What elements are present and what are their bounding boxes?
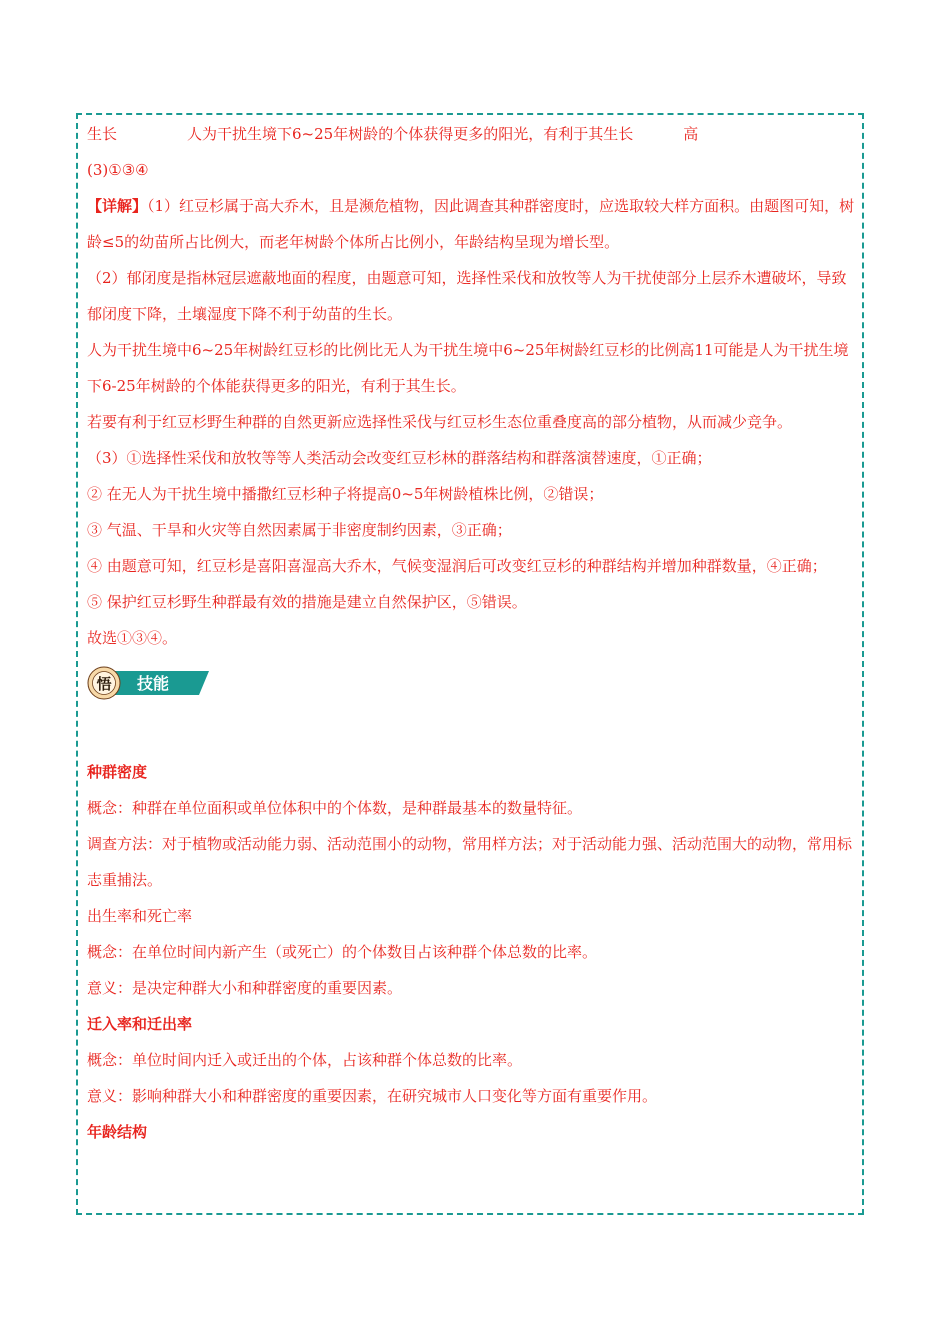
skills-density-concept: 概念：种群在单位面积或单位体积中的个体数，是种群最基本的数量特征。: [87, 799, 583, 817]
answer-line-2: (3)①③④: [87, 161, 149, 179]
skills-migration-concept: 概念：单位时间内迁入或迁出的个体，占该种群个体总数的比率。: [87, 1051, 523, 1069]
detail-p1: [87, 188, 857, 260]
skills-heading-birth-death: 出生率和死亡率: [87, 907, 193, 925]
detail-p3: 人为干扰生境中6~25年树龄红豆杉的比例比无人为干扰生境中6~25年树龄红豆杉的比例高11可能是人为干扰生境下6-25年树龄的个体能获得更多的阳光，有利于其生长。: [87, 341, 849, 395]
skills-heading-density: 种群密度: [87, 763, 148, 781]
skills-migration-meaning: 意义：影响种群大小和种群密度的重要因素，在研究城市人口变化等方面有重要作用。: [87, 1087, 658, 1105]
detail-p2: （2）郁闭度是指林冠层遮蔽地面的程度，由题意可知，选择性采伐和放牧等人为干扰使部分上层乔木遭破坏，导致郁闭度下降，土壤湿度下降不利于幼苗的生长。: [87, 269, 847, 323]
detail-p5: （3）①选择性采伐和放牧等等人类活动会改变红豆杉林的群落结构和群落演替速度，①正确；: [87, 449, 712, 467]
detail-p10: 故选①③④。: [87, 629, 178, 647]
skills-badge-row: [87, 660, 857, 708]
detail-label: 【详解】: [87, 197, 148, 215]
detail-p4: 若要有利于红豆杉野生种群的自然更新应选择性采伐与红豆杉生态位重叠度高的部分植物，从而减少竞争。: [87, 413, 793, 431]
answer-blank-1: 生长: [87, 125, 118, 143]
detail-p1-text: （1）红豆杉属于高大乔木，且是濒危植物，因此调查其种群密度时，应选取较大样方面积。由题图可知，树龄≤5的幼苗所占比例大，而老年树龄个体所占比例小，年龄结构呈现为增长型。: [87, 197, 855, 251]
detail-p6: ② 在无人为干扰生境中播撒红豆杉种子将提高0~5年树龄植株比例，②错误；: [87, 485, 604, 503]
detail-p7: ③ 气温、干旱和火灾等自然因素属于非密度制约因素，③正确；: [87, 521, 512, 539]
skills-heading-migration: 迁入率和迁出率: [87, 1015, 193, 1033]
skills-heading-age-structure: 年龄结构: [87, 1123, 148, 1141]
skills-birth-death-concept: 概念：在单位时间内新产生（或死亡）的个体数目占该种群个体总数的比率。: [87, 943, 598, 961]
skills-birth-death-meaning: 意义：是决定种群大小和种群密度的重要因素。: [87, 979, 403, 997]
answer-content: [87, 116, 857, 1150]
skills-badge: [87, 666, 217, 700]
answer-blank-2: 人为干扰生境下6~25年树龄的个体获得更多的阳光，有利于其生长: [187, 125, 634, 143]
detail-p9: ⑤ 保护红豆杉野生种群最有效的措施是建立自然保护区，⑤错误。: [87, 593, 527, 611]
badge-text: 技能: [136, 674, 170, 693]
detail-p8: ④ 由题意可知，红豆杉是喜阳喜湿高大乔木，气候变湿润后可改变红豆杉的种群结构并增加种群数量，④正确；: [87, 557, 827, 575]
skills-density-method: 调查方法：对于植物或活动能力弱、活动范围小的动物，常用样方法；对于活动能力强、活动范围大的动物，常用标志重捕法。: [87, 835, 853, 889]
answer-line-1: [87, 116, 857, 152]
answer-blank-3: 高: [683, 125, 699, 143]
badge-circle-char: 悟: [96, 675, 112, 693]
